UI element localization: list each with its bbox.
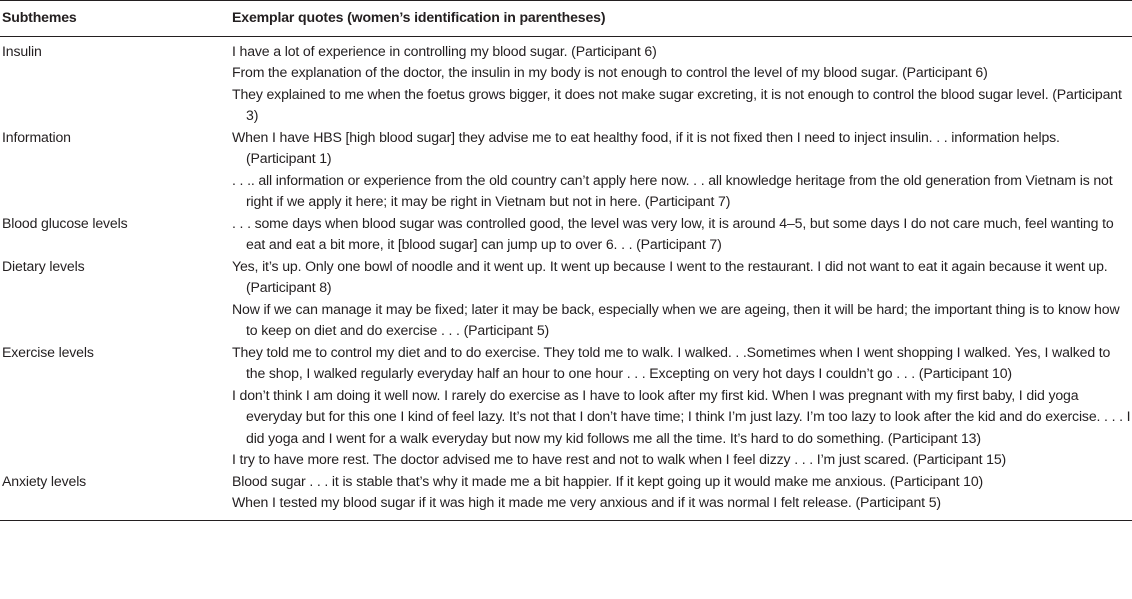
quote-text: When I tested my blood sugar if it was high it made me very anxious and if it was normal I felt release. (Participant 5) (232, 494, 941, 510)
quotes-cell (232, 342, 1132, 471)
table-row (0, 36, 1132, 127)
table-body (0, 36, 1132, 520)
subtheme-cell: Insulin (2, 42, 42, 59)
quote-text: From the explanation of the doctor, the insulin in my body is not enough to control the level of my blood sugar. (Participant 6) (232, 64, 988, 80)
header-subthemes: Subthemes (0, 1, 232, 37)
subtheme-cell: Dietary levels (2, 257, 85, 274)
subtheme-cell: Exercise levels (2, 343, 94, 360)
quotes-cell (232, 127, 1132, 213)
quote-text: Yes, it’s up. Only one bowl of noodle and it went up. It went up because I went to the restaurant. I did not want to eat it again because it went up. (Participant 8) (232, 257, 1108, 295)
table-header (0, 1, 1132, 37)
subtheme-cell: Information (2, 128, 71, 145)
subtheme-cell: Blood glucose levels (2, 214, 128, 231)
table-row (0, 256, 1132, 342)
quote-text: I try to have more rest. The doctor advised me to have rest and not to walk when I feel dizzy . . . I’m just scared. (Participant 15) (232, 451, 1007, 467)
quote-text: Now if we can manage it may be fixed; later it may be back, especially when we are ageing, then it will be hard; the important thing is to know how to keep on diet and do exercise . . . (Participant 5) (232, 300, 1120, 338)
quotes-cell (232, 213, 1132, 256)
header-quotes: Exemplar quotes (women’s identification in parentheses) (232, 1, 1132, 37)
table-row (0, 213, 1132, 256)
quote-text: . . .. all information or experience from the old country can’t apply here now. . . all knowledge heritage from the old generation from Vietnam is not right if we apply it here; it may be right in Vietnam but not in here. (Participant 7) (232, 171, 1113, 209)
quotes-cell (232, 471, 1132, 521)
header-row (0, 1, 1132, 37)
subtheme-cell: Anxiety levels (0, 471, 232, 521)
quote-text: . . . some days when blood sugar was controlled good, the level was very low, it is around 4–5, but some days I do not care much, feel wanting to eat and eat a bit more, it [blood sugar] can jump up to over 6. . . (Participant 7) (232, 214, 1114, 252)
quotes-cell (232, 36, 1132, 127)
quote-text: When I have HBS [high blood sugar] they advise me to eat healthy food, if it is not fixed then I need to inject insulin. . . information helps. (Participant 1) (232, 128, 1060, 166)
quote-text: I don’t think I am doing it well now. I rarely do exercise as I have to look after my first kid. When I was pregnant with my first baby, I did yoga everyday but for this one I kind of feel lazy. It’s not that I don’t have time; I think I’m just lazy. I’m too lazy to look after the kid and do exercise. . . . I did yoga and I went for a walk everyday but now my kid follows me all the time. It’s hard to do something. (Participant 13) (232, 386, 1131, 446)
quotes-cell (232, 256, 1132, 342)
quote-text: I have a lot of experience in controlling my blood sugar. (Participant 6) (232, 42, 657, 59)
quote-text: They told me to control my diet and to do exercise. They told me to walk. I walked. . .Sometimes when I went shopping I walked. Yes, I walked to the shop, I walked regularly everyday half an hour to one hour . . . Excepting on very hot days I couldn’t go . . . (Participant 10) (232, 343, 1111, 381)
table-row (0, 342, 1132, 471)
quote-text: Blood sugar . . . it is stable that’s why it made me a bit happier. If it kept going up it would make me anxious. (Participant 10) (232, 472, 984, 489)
quote-text: They explained to me when the foetus grows bigger, it does not make sugar excreting, it is not enough to control the blood sugar level. (Participant 3) (232, 85, 1122, 123)
table-row (0, 471, 1132, 521)
table-row (0, 127, 1132, 213)
